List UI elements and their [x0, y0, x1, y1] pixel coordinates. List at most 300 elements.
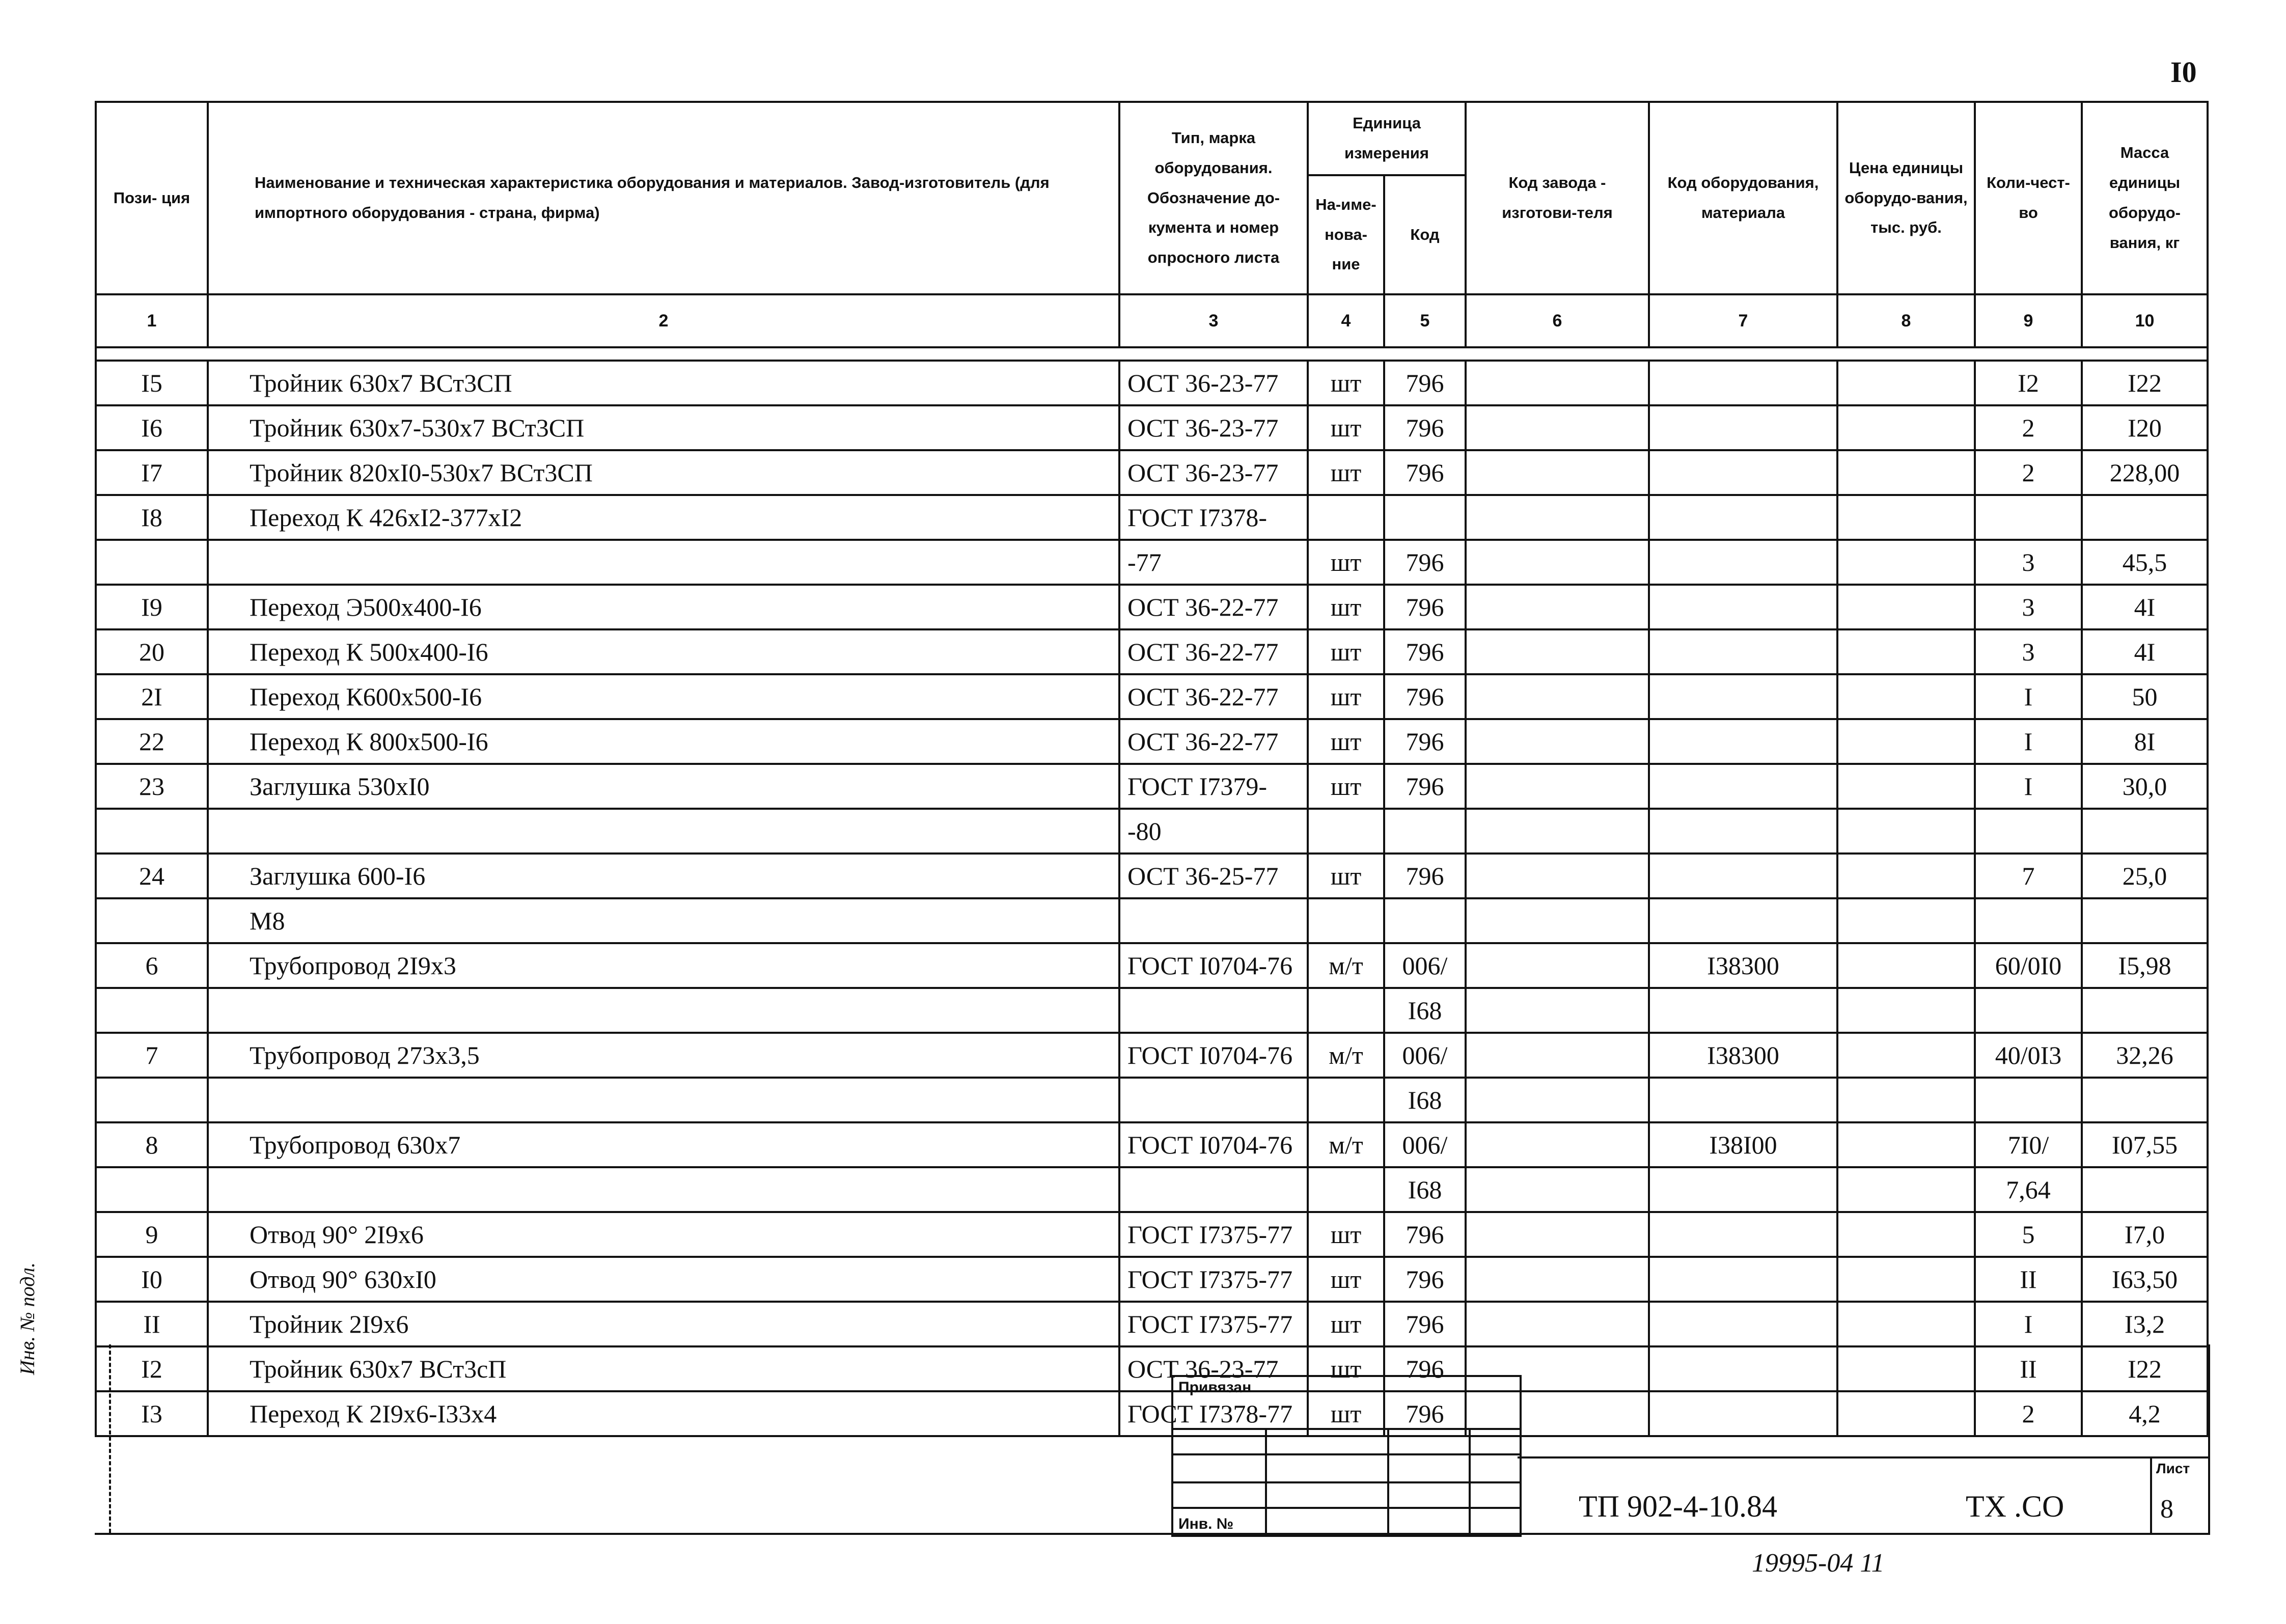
- table-row: [96, 1078, 2208, 1122]
- cell-name: Трубопровод 630x7: [208, 1122, 1119, 1167]
- table-row: [96, 1257, 2208, 1302]
- cell-doc: ГОСТ I7375-77: [1119, 1257, 1308, 1302]
- sheet-number: 8: [2160, 1495, 2173, 1524]
- cell-unit: шт: [1308, 1346, 1384, 1391]
- cell-ucode: 796: [1384, 1391, 1466, 1436]
- cell-pos: [96, 809, 208, 854]
- cell-pos: I3: [96, 1391, 208, 1436]
- cell-ecode: [1649, 719, 1837, 764]
- cell-pos: 8: [96, 1122, 208, 1167]
- header-row: [96, 102, 2208, 175]
- cell-ucode: 796: [1384, 450, 1466, 495]
- cell-price: [1837, 585, 1975, 629]
- cell-qty: 40/0I3: [1975, 1033, 2082, 1078]
- cell-name: Трубопровод 2I9x3: [208, 943, 1119, 988]
- cell-name: Отвод 90° 2I9x6: [208, 1212, 1119, 1257]
- cell-ecode: [1649, 1167, 1837, 1212]
- cell-pos: 7: [96, 1033, 208, 1078]
- header-unit-name: На-име-нова-ние: [1308, 175, 1384, 294]
- header-quantity: Коли-чест-во: [1975, 102, 2082, 294]
- cell-unit: шт: [1308, 1391, 1384, 1436]
- cell-name: Тройник 820xI0-530x7 ВСт3СП: [208, 450, 1119, 495]
- cell-doc: ОСТ 36-25-77: [1119, 854, 1308, 898]
- cell-doc: ГОСТ I0704-76: [1119, 1122, 1308, 1167]
- cell-pos: [96, 540, 208, 585]
- cell-ucode: I68: [1384, 1078, 1466, 1122]
- cell-qty: 7,64: [1975, 1167, 2082, 1212]
- cell-qty: 2: [1975, 1391, 2082, 1436]
- cell-price: [1837, 1122, 1975, 1167]
- cell-mass: 228,00: [2082, 450, 2208, 495]
- cell-ucode: 796: [1384, 719, 1466, 764]
- cell-price: [1837, 1346, 1975, 1391]
- cell-doc: ОСТ 36-22-77: [1119, 585, 1308, 629]
- cell-price: [1837, 540, 1975, 585]
- cell-ecode: [1649, 540, 1837, 585]
- cell-ucode: 796: [1384, 764, 1466, 809]
- cell-name: Тройник 630x7-530x7 ВСт3СП: [208, 405, 1119, 450]
- cell-fcode: [1466, 1078, 1649, 1122]
- cell-ucode: I68: [1384, 988, 1466, 1033]
- cell-name: Тройник 2I9x6: [208, 1302, 1119, 1346]
- cell-pos: [96, 988, 208, 1033]
- cell-ucode: [1384, 495, 1466, 540]
- cell-doc: [1119, 898, 1308, 943]
- cell-doc: ОСТ 36-22-77: [1119, 674, 1308, 719]
- cell-qty: 60/0I0: [1975, 943, 2082, 988]
- cell-doc: [1119, 1078, 1308, 1122]
- divider: [1173, 1481, 1520, 1483]
- table-body: [96, 347, 2208, 1436]
- side-stamp: Инв. № подл.: [16, 1262, 39, 1375]
- divider: [1469, 1428, 1471, 1535]
- cell-ecode: [1649, 585, 1837, 629]
- cell-pos: I0: [96, 1257, 208, 1302]
- header-name: Наименование и техническая характеристика оборудования и материалов. Завод-изготовитель (для импортного оборудования - страна, фирма): [208, 102, 1119, 294]
- column-number: 6: [1466, 294, 1649, 347]
- cell-unit: шт: [1308, 540, 1384, 585]
- cell-ecode: [1649, 764, 1837, 809]
- cell-name: Переход К 2I9x6-I33x4: [208, 1391, 1119, 1436]
- cell-fcode: [1466, 943, 1649, 988]
- cell-price: [1837, 1212, 1975, 1257]
- cell-fcode: [1466, 405, 1649, 450]
- cell-mass: 45,5: [2082, 540, 2208, 585]
- cell-price: [1837, 361, 1975, 405]
- cell-qty: I2: [1975, 361, 2082, 405]
- cell-mass: I22: [2082, 361, 2208, 405]
- table-row: [96, 1212, 2208, 1257]
- cell-pos: 6: [96, 943, 208, 988]
- cell-mass: 8I: [2082, 719, 2208, 764]
- cell-name: Тройник 630x7 ВСт3сП: [208, 1346, 1119, 1391]
- cell-qty: 3: [1975, 540, 2082, 585]
- cell-doc: -80: [1119, 809, 1308, 854]
- top-sheet-number: I0: [2170, 56, 2197, 89]
- cell-name: Отвод 90° 630xI0: [208, 1257, 1119, 1302]
- cell-name: Заглушка 530xI0: [208, 764, 1119, 809]
- cell-name: Переход К600x500-I6: [208, 674, 1119, 719]
- cell-ecode: [1649, 988, 1837, 1033]
- divider: [1387, 1428, 1389, 1535]
- table-row: [96, 1167, 2208, 1212]
- cell-ecode: I38I00: [1649, 1122, 1837, 1167]
- cell-mass: I5,98: [2082, 943, 2208, 988]
- header-equipment-code: Код оборудования, материала: [1649, 102, 1837, 294]
- cell-fcode: [1466, 1122, 1649, 1167]
- cell-pos: I6: [96, 405, 208, 450]
- cell-price: [1837, 854, 1975, 898]
- table-row: [96, 764, 2208, 809]
- cell-doc: ГОСТ I0704-76: [1119, 1033, 1308, 1078]
- cell-doc: ГОСТ I7375-77: [1119, 1302, 1308, 1346]
- column-number: 7: [1649, 294, 1837, 347]
- cell-pos: 23: [96, 764, 208, 809]
- cell-name: Заглушка 600-I6: [208, 854, 1119, 898]
- cell-ucode: 796: [1384, 854, 1466, 898]
- cell-ecode: [1649, 854, 1837, 898]
- cell-unit: м/т: [1308, 943, 1384, 988]
- cell-qty: 5: [1975, 1212, 2082, 1257]
- cell-mass: [2082, 1078, 2208, 1122]
- cell-ecode: [1649, 1391, 1837, 1436]
- cell-name: Переход Э500x400-I6: [208, 585, 1119, 629]
- column-number-row: [96, 294, 2208, 347]
- cell-price: [1837, 1257, 1975, 1302]
- table-row: [96, 719, 2208, 764]
- cell-unit: [1308, 495, 1384, 540]
- frame-bottom-line: [95, 1533, 2210, 1535]
- cell-price: [1837, 495, 1975, 540]
- cell-fcode: [1466, 450, 1649, 495]
- cell-ecode: [1649, 674, 1837, 719]
- cell-ucode: 006/: [1384, 1122, 1466, 1167]
- cell-mass: 4,2: [2082, 1391, 2208, 1436]
- cell-name: [208, 1078, 1119, 1122]
- cell-pos: I9: [96, 585, 208, 629]
- cell-doc: -77: [1119, 540, 1308, 585]
- cell-pos: [96, 1078, 208, 1122]
- cell-price: [1837, 809, 1975, 854]
- table-row: [96, 1346, 2208, 1391]
- cell-doc: ГОСТ I7379-: [1119, 764, 1308, 809]
- specification-table: [95, 101, 2209, 1437]
- table-row: [96, 540, 2208, 585]
- cell-ecode: [1649, 1346, 1837, 1391]
- cell-unit: шт: [1308, 629, 1384, 674]
- sheet-box: [2150, 1458, 2210, 1535]
- header-type: Тип, марка оборудования. Обозначение до-кумента и номер опросного листа: [1119, 102, 1308, 294]
- cell-unit: шт: [1308, 854, 1384, 898]
- cell-ucode: [1384, 809, 1466, 854]
- cell-fcode: [1466, 809, 1649, 854]
- cell-doc: ГОСТ I7378-: [1119, 495, 1308, 540]
- cell-doc: ОСТ 36-23-77: [1119, 361, 1308, 405]
- binding-block: [1171, 1375, 1522, 1537]
- cell-ecode: [1649, 898, 1837, 943]
- cell-qty: [1975, 898, 2082, 943]
- cell-pos: I5: [96, 361, 208, 405]
- cell-fcode: [1466, 361, 1649, 405]
- cell-doc: ГОСТ I7378-77: [1119, 1391, 1308, 1436]
- inventory-label: Инв. №: [1178, 1516, 1234, 1532]
- cell-qty: [1975, 809, 2082, 854]
- cell-ucode: 006/: [1384, 943, 1466, 988]
- cell-mass: 25,0: [2082, 854, 2208, 898]
- cell-doc: ОСТ 36-22-77: [1119, 629, 1308, 674]
- cell-qty: 3: [1975, 585, 2082, 629]
- cell-ucode: 796: [1384, 361, 1466, 405]
- cell-ecode: [1649, 629, 1837, 674]
- cell-fcode: [1466, 495, 1649, 540]
- cell-name: Трубопровод 273x3,5: [208, 1033, 1119, 1078]
- binding-label: Привязан: [1178, 1379, 1252, 1396]
- cell-unit: шт: [1308, 764, 1384, 809]
- cell-price: [1837, 629, 1975, 674]
- frame-left-line: [109, 1344, 111, 1533]
- cell-price: [1837, 1391, 1975, 1436]
- table-row: [96, 1302, 2208, 1346]
- cell-qty: I: [1975, 719, 2082, 764]
- header-unit-group: Единица измерения: [1308, 102, 1466, 175]
- cell-unit: шт: [1308, 405, 1384, 450]
- cell-name: [208, 988, 1119, 1033]
- divider: [1173, 1428, 1520, 1430]
- table-row: [96, 674, 2208, 719]
- header-unit-code: Код: [1384, 175, 1466, 294]
- cell-doc: ГОСТ I7375-77: [1119, 1212, 1308, 1257]
- title-block: [1518, 1456, 2210, 1535]
- divider: [1173, 1507, 1520, 1509]
- cell-ecode: [1649, 450, 1837, 495]
- cell-qty: 7: [1975, 854, 2082, 898]
- cell-price: [1837, 988, 1975, 1033]
- table-row: [96, 854, 2208, 898]
- cell-qty: 3: [1975, 629, 2082, 674]
- cell-ucode: 796: [1384, 585, 1466, 629]
- column-number: 3: [1119, 294, 1308, 347]
- cell-mass: [2082, 495, 2208, 540]
- header-price: Цена единицы оборудо-вания, тыс. руб.: [1837, 102, 1975, 294]
- cell-mass: I22: [2082, 1346, 2208, 1391]
- cell-ucode: 006/: [1384, 1033, 1466, 1078]
- divider: [1265, 1428, 1267, 1535]
- cell-pos: II: [96, 1302, 208, 1346]
- column-number: 10: [2082, 294, 2208, 347]
- cell-fcode: [1466, 1257, 1649, 1302]
- table-row: [96, 1033, 2208, 1078]
- cell-price: [1837, 1078, 1975, 1122]
- cell-pos: [96, 898, 208, 943]
- cell-qty: 2: [1975, 450, 2082, 495]
- column-number: 2: [208, 294, 1119, 347]
- cell-unit: [1308, 809, 1384, 854]
- cell-ucode: I68: [1384, 1167, 1466, 1212]
- cell-price: [1837, 719, 1975, 764]
- cell-price: [1837, 898, 1975, 943]
- cell-mass: I63,50: [2082, 1257, 2208, 1302]
- cell-qty: 7I0/: [1975, 1122, 2082, 1167]
- table-row: [96, 361, 2208, 405]
- cell-fcode: [1466, 719, 1649, 764]
- cell-fcode: [1466, 1302, 1649, 1346]
- cell-mass: 4I: [2082, 629, 2208, 674]
- table-row: [96, 450, 2208, 495]
- cell-qty: II: [1975, 1346, 2082, 1391]
- cell-pos: I7: [96, 450, 208, 495]
- cell-price: [1837, 1033, 1975, 1078]
- cell-mass: 32,26: [2082, 1033, 2208, 1078]
- cell-ecode: [1649, 495, 1837, 540]
- cell-fcode: [1466, 674, 1649, 719]
- cell-price: [1837, 450, 1975, 495]
- divider: [1173, 1453, 1520, 1455]
- table-row: [96, 629, 2208, 674]
- cell-name: Переход К 800x500-I6: [208, 719, 1119, 764]
- cell-name: Переход К 426xI2-377xI2: [208, 495, 1119, 540]
- table-row: [96, 1391, 2208, 1436]
- cell-ecode: [1649, 1257, 1837, 1302]
- cell-unit: [1308, 1078, 1384, 1122]
- table-row: [96, 1122, 2208, 1167]
- cell-unit: шт: [1308, 1257, 1384, 1302]
- cell-price: [1837, 674, 1975, 719]
- cell-ecode: I38300: [1649, 1033, 1837, 1078]
- cell-unit: шт: [1308, 719, 1384, 764]
- header-factory-code: Код завода - изготови-теля: [1466, 102, 1649, 294]
- cell-qty: [1975, 1078, 2082, 1122]
- cell-unit: [1308, 1167, 1384, 1212]
- column-number: 5: [1384, 294, 1466, 347]
- cell-name: [208, 809, 1119, 854]
- cell-name: М8: [208, 898, 1119, 943]
- cell-fcode: [1466, 898, 1649, 943]
- cell-qty: 2: [1975, 405, 2082, 450]
- cell-ucode: [1384, 898, 1466, 943]
- cell-name: Тройник 630x7 ВСт3СП: [208, 361, 1119, 405]
- cell-mass: I07,55: [2082, 1122, 2208, 1167]
- cell-fcode: [1466, 764, 1649, 809]
- cell-doc: ОСТ 36-23-77: [1119, 1346, 1308, 1391]
- cell-fcode: [1466, 1212, 1649, 1257]
- cell-unit: шт: [1308, 361, 1384, 405]
- cell-mass: I3,2: [2082, 1302, 2208, 1346]
- cell-qty: II: [1975, 1257, 2082, 1302]
- cell-ucode: 796: [1384, 1346, 1466, 1391]
- cell-unit: шт: [1308, 1302, 1384, 1346]
- table-row: [96, 495, 2208, 540]
- column-number: 9: [1975, 294, 2082, 347]
- cell-ecode: [1649, 1302, 1837, 1346]
- cell-mass: [2082, 988, 2208, 1033]
- table-row: [96, 585, 2208, 629]
- header-mass: Масса единицы оборудо-вания, кг: [2082, 102, 2208, 294]
- cell-ucode: 796: [1384, 405, 1466, 450]
- cell-fcode: [1466, 854, 1649, 898]
- cell-mass: [2082, 898, 2208, 943]
- cell-unit: шт: [1308, 450, 1384, 495]
- cell-ecode: [1649, 1212, 1837, 1257]
- cell-mass: 4I: [2082, 585, 2208, 629]
- cell-mass: [2082, 809, 2208, 854]
- column-number: 1: [96, 294, 208, 347]
- cell-unit: м/т: [1308, 1033, 1384, 1078]
- cell-price: [1837, 1302, 1975, 1346]
- cell-pos: 22: [96, 719, 208, 764]
- cell-ucode: 796: [1384, 1257, 1466, 1302]
- cell-doc: ГОСТ I0704-76: [1119, 943, 1308, 988]
- cell-mass: 30,0: [2082, 764, 2208, 809]
- cell-fcode: [1466, 540, 1649, 585]
- cell-ucode: 796: [1384, 674, 1466, 719]
- column-number: 4: [1308, 294, 1384, 347]
- cell-ecode: [1649, 361, 1837, 405]
- cell-ecode: [1649, 1078, 1837, 1122]
- cell-ucode: 796: [1384, 629, 1466, 674]
- cell-unit: [1308, 898, 1384, 943]
- header-position: Пози- ция: [96, 102, 208, 294]
- cell-fcode: [1466, 1167, 1649, 1212]
- cell-fcode: [1466, 629, 1649, 674]
- cell-pos: 2I: [96, 674, 208, 719]
- cell-fcode: [1466, 988, 1649, 1033]
- cell-doc: ОСТ 36-22-77: [1119, 719, 1308, 764]
- document-type: ТХ .СО: [1966, 1490, 2064, 1523]
- cell-price: [1837, 764, 1975, 809]
- cell-doc: [1119, 988, 1308, 1033]
- cell-doc: [1119, 1167, 1308, 1212]
- cell-fcode: [1466, 585, 1649, 629]
- cell-name: [208, 1167, 1119, 1212]
- cell-qty: I: [1975, 1302, 2082, 1346]
- cell-qty: [1975, 495, 2082, 540]
- cell-doc: ОСТ 36-23-77: [1119, 405, 1308, 450]
- table-row: [96, 405, 2208, 450]
- cell-fcode: [1466, 1033, 1649, 1078]
- table-row: [96, 809, 2208, 854]
- cell-price: [1837, 1167, 1975, 1212]
- cell-qty: I: [1975, 674, 2082, 719]
- cell-unit: м/т: [1308, 1122, 1384, 1167]
- cell-mass: [2082, 1167, 2208, 1212]
- cell-pos: I2: [96, 1346, 208, 1391]
- inventory-number: 19995-04 11: [1752, 1549, 1885, 1578]
- cell-doc: ОСТ 36-23-77: [1119, 450, 1308, 495]
- cell-ecode: [1649, 809, 1837, 854]
- document-code: ТП 902-4-10.84: [1579, 1490, 1777, 1523]
- cell-ucode: 796: [1384, 540, 1466, 585]
- cell-unit: шт: [1308, 585, 1384, 629]
- cell-mass: 50: [2082, 674, 2208, 719]
- column-number: 8: [1837, 294, 1975, 347]
- cell-ecode: [1649, 405, 1837, 450]
- table-row: [96, 898, 2208, 943]
- cell-qty: [1975, 988, 2082, 1033]
- cell-pos: [96, 1167, 208, 1212]
- cell-unit: шт: [1308, 1212, 1384, 1257]
- cell-pos: 9: [96, 1212, 208, 1257]
- cell-price: [1837, 405, 1975, 450]
- cell-mass: I20: [2082, 405, 2208, 450]
- cell-pos: 24: [96, 854, 208, 898]
- cell-ucode: 796: [1384, 1212, 1466, 1257]
- cell-ucode: 796: [1384, 1302, 1466, 1346]
- cell-price: [1837, 943, 1975, 988]
- cell-pos: I8: [96, 495, 208, 540]
- cell-mass: I7,0: [2082, 1212, 2208, 1257]
- cell-unit: шт: [1308, 674, 1384, 719]
- table-row: [96, 943, 2208, 988]
